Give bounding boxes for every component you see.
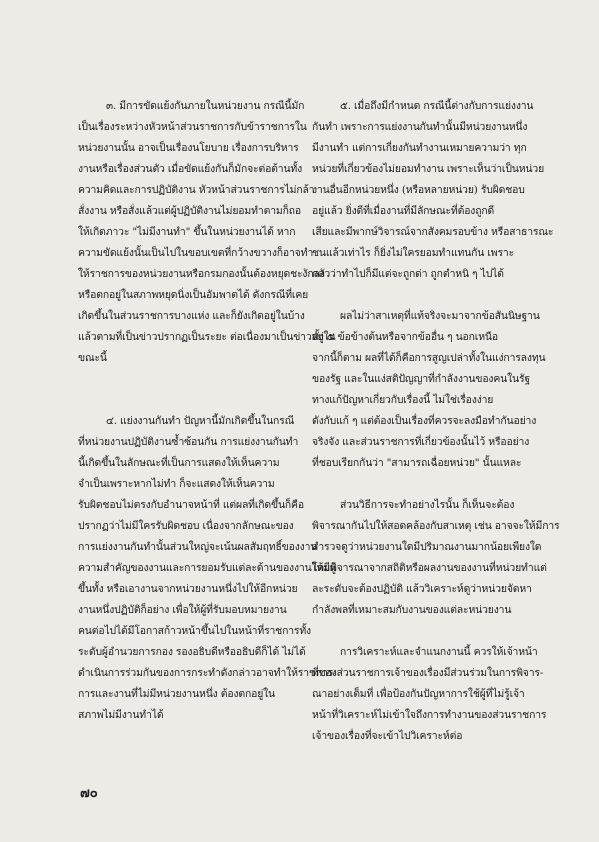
text-line: เจ้าของเรื่องที่จะเข้าไปวิเคราะห์ต่อ bbox=[312, 730, 463, 742]
text-line: ที่หน่วยงานปฏิบัติงานซ้ำซ้อนกัน การแย่งงานกันทำ bbox=[78, 436, 299, 448]
text-line: ที่ของส่วนราชการเจ้าของเรื่องมีส่วนร่วมในการพิจาร- bbox=[312, 667, 544, 679]
paragraph-first-line: ผลไม่ว่าสาเหตุที่แท้จริงจะมาจากข้อสันนิษฐาน bbox=[340, 310, 540, 322]
text-line: สำรวจดูว่าหน่วยงานใดมีปริมาณงานมากน้อยเพียงใด bbox=[312, 541, 542, 553]
paragraph-gap bbox=[78, 369, 290, 411]
paragraph-gap bbox=[312, 474, 524, 495]
paragraph bbox=[312, 495, 560, 621]
text-line: ความคิดและการปฏิบัติงาน หัวหน้าส่วนราชการไม่กล้า bbox=[78, 184, 315, 196]
text-line: ที่ชอบเรียกกันว่า "สามารถเฉื่อยหน่วย" นั้นแหละ bbox=[312, 457, 522, 469]
text-line: เสียและมีพากษ์วิจารณ์จากสังคมรอบข้าง หรือสาธารณะ bbox=[312, 226, 554, 238]
text-line: หน้าที่วิเคราะห์ไม่เข้าใจถึงการทำงานของส่วนราชการ bbox=[312, 709, 547, 721]
text-line: สภาพไม่มีงานทำได้ bbox=[78, 709, 164, 721]
text-line: อยู่แล้ว ยิ่งดีที่เมื่องานที่มีลักษณะที่ต้องถูกดี bbox=[312, 205, 495, 217]
text-line: รับผิดชอบไม่ตรงกับอำนาจหน้าที่ แต่ผลที่เกิดขึ้นก็คือ bbox=[78, 499, 304, 511]
text-line: ดำเนินการร่วมกันของการกระทำดังกล่าวอาจทำให้ราชการ- bbox=[78, 667, 337, 679]
text-line: เกิดขึ้นในส่วนราชการบางแห่ง และก็ยังเกิดอยู่ในบ้าง bbox=[78, 310, 305, 322]
paragraph-first-line: การวิเคราะห์และจำแนกงานนี้ ควรให้เจ้าหน้า bbox=[340, 646, 538, 658]
paragraph bbox=[312, 306, 546, 474]
paragraph bbox=[78, 96, 336, 369]
text-line: ปรากฏว่าไม่มีใครรับผิดชอบ เนื่องจากลักษณะของ bbox=[78, 520, 294, 532]
text-line: ชนแล้วเท่าไร ก็ยิ่งไม่ใครยอมทำแทนกัน เพราะ bbox=[312, 247, 515, 259]
text-line: ความขัดแย้งนั้นเป็นไปในขอบเขตที่กว้างขวางก็อาจทำ bbox=[78, 247, 314, 259]
text-line: โดยพิจารณาจากสถิติหรือผลงานของงานที่หน่วยทำแต่ bbox=[312, 562, 547, 574]
paragraph bbox=[312, 96, 554, 285]
text-line: นี้เกิดขึ้นในลักษณะที่เป็นการแสดงให้เห็นความ bbox=[78, 457, 280, 469]
text-line: ณาอย่างเต็มที่ เพื่อป้องกันปัญหาการใช้ผู้ที่ไม่รู้เจ้า bbox=[312, 688, 525, 700]
right-column bbox=[312, 96, 560, 747]
text-line: ทั้ง ๕ ข้อข้างต้นหรือจากข้ออื่น ๆ นอกเหนือ bbox=[312, 331, 498, 343]
text-line: จากนี้ก็ตาม ผลที่ได้ก็คือการสูญเปล่าทั้งในแง่การลงทุน bbox=[312, 352, 546, 364]
text-line: ความสำคัญของงานและการยอมรับแต่ละด้านของงานให้มีผู้ bbox=[78, 562, 336, 574]
text-line: จำเป็นเพราะหากไม่ทำ ก็จะแสดงให้เห็นความ bbox=[78, 478, 275, 490]
paragraph-first-line: ๕. เมื่อถึงมีกำหนด กรณีนี้ต่างกับการแย่งงาน bbox=[340, 100, 534, 112]
text-line: ให้เกิดภาวะ "ไม่มีงานทำ" ขึ้นในหน่วยงานได้ หาก bbox=[78, 226, 296, 238]
text-line: ขณะนี้ bbox=[78, 352, 107, 364]
text-line: ทางแก้ปัญหาเกี่ยวกับเรื่องนี้ ไม่ใช่เรื่องง่าย bbox=[312, 394, 494, 406]
text-line: มีงานทำ แต่การเกี่ยงกันทำงานเหมายความว่า ทุก bbox=[312, 142, 527, 154]
text-line: กำลังพลที่เหมาะสมกับงานของแต่ละหน่วยงาน bbox=[312, 604, 512, 616]
paragraph bbox=[78, 411, 337, 726]
left-column bbox=[78, 96, 337, 726]
text-line: กลัวว่าทำไปก็มีแต่จะถูกด่า ถูกตำหนิ ๆ ไปได้ bbox=[312, 268, 504, 280]
paragraph-first-line: ๔. แย่งงานกันทำ ปัญหานี้มักเกิดขึ้นในกรณี bbox=[106, 415, 295, 427]
text-line: ระดับผู้อำนวยการกอง รองอธิบดีหรืออธิบดีก็ได้ ไม่ได้ bbox=[78, 646, 306, 658]
text-line: หน่วยที่เกี่ยวข้องไม่ยอมทำงาน เพราะเห็นว่าเป็นหน่วย bbox=[312, 163, 545, 175]
text-line: คนต่อไปได้มีโอกาสก้าวหน้าขึ้นไปในหน้าที่ราชการทั้ง bbox=[78, 625, 311, 637]
text-line: เป็นเรื่องระหว่างหัวหน้าส่วนราชการกับข้าราชการใน bbox=[78, 121, 307, 133]
text-line: การและงานที่ไม่มีหน่วยงานหนึ่ง ต้องตกอยู่ใน bbox=[78, 688, 276, 700]
text-line: จริงจัง และส่วนราชการที่เกี่ยวข้องนั้นไว้ หรืออย่าง bbox=[312, 436, 530, 448]
text-line: ขึ้นทั้ง หรือเอางานจากหน่วยงานหนึ่งไปให้อีกหน่วย bbox=[78, 583, 298, 595]
text-line: งานอื่นอีกหน่วยหนึ่ง (หรือหลายหน่วย) รับผิดชอบ bbox=[312, 184, 525, 196]
text-line: แล้วตามที่เป็นข่าวปรากฏเป็นระยะ ต่อเนื่องมาเป็นข่าวอยู่ใน bbox=[78, 331, 336, 343]
paragraph-gap bbox=[312, 621, 524, 642]
text-line: งานหนึ่งปฏิบัติก็อย่าง เพื่อให้ผู้ที่รับมอบหมายงาน bbox=[78, 604, 287, 616]
text-line: ของรัฐ และในแง่สติปัญญาที่กำลังงานของคนในรัฐ bbox=[312, 373, 530, 385]
text-line: พิจารณากันไปให้สอดคล้องกับสาเหตุ เช่น อาจจะให้มีการ bbox=[312, 520, 560, 532]
text-line: การแย่งงานกันทำนั้นส่วนใหญ่จะเน้นผลสัมฤทธิ์ของงาน bbox=[78, 541, 318, 553]
text-line: กันทำ เพราะการแย่งงานกันทำนั้นมีหน่วยงานหนึ่ง bbox=[312, 121, 528, 133]
paragraph-first-line: ส่วนวิธีการจะทำอย่างไรนั้น ก็เห็นจะต้อง bbox=[340, 499, 515, 511]
text-line: งานหรือเรื่องส่วนตัว เมื่อขัดแย้งกันก็มักจะต่อต้านทั้ง bbox=[78, 163, 303, 175]
text-line: สั่งงาน หรือสั่งแล้วแต่ผู้ปฏิบัติงานไม่ยอมทำตามก็ถอ bbox=[78, 205, 301, 217]
text-line: ให้ราชการของหน่วยงานหรือกรมกองนั้นต้องหยุดชะงักลง bbox=[78, 268, 325, 280]
text-line: ละระดับจะต้องปฏิบัติ แล้ววิเคราะห์ดูว่าหน่วยจัดหา bbox=[312, 583, 532, 595]
paragraph-gap bbox=[312, 285, 524, 306]
paragraph-first-line: ๓. มีการขัดแย้งกันภายในหน่วยงาน กรณีนี้มัก bbox=[106, 100, 305, 112]
text-line: หน่วยงานนั้น อาจเป็นเรื่องนโยบาย เรื่องการบริหาร bbox=[78, 142, 299, 154]
text-line: ดังกับแก้ ๆ แต่ต้องเป็นเรื่องที่ควรจะลงมือทำกันอย่าง bbox=[312, 415, 537, 427]
paragraph bbox=[312, 642, 547, 747]
text-line: หรือตกอยู่ในสภาพหยุดนิ่งเป็นอัมพาตได้ ดังกรณีที่เคย bbox=[78, 289, 309, 301]
page-number: ๗๐ bbox=[80, 786, 98, 801]
